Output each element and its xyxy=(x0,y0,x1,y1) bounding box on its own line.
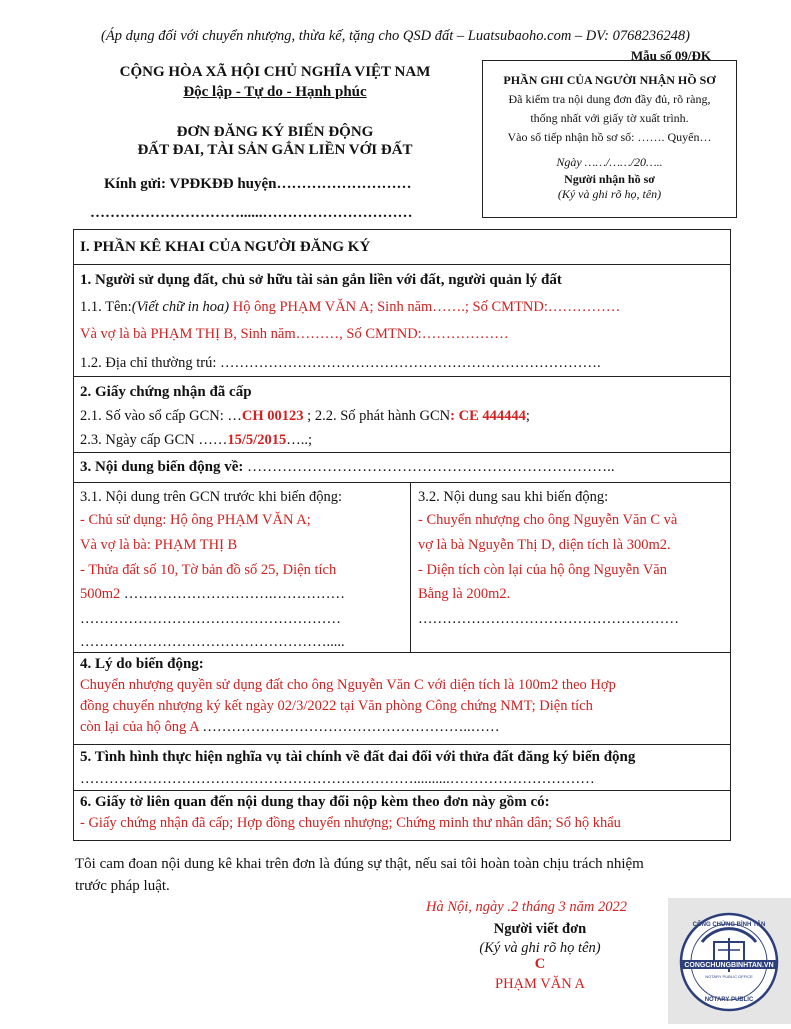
reason-line3 xyxy=(80,719,500,736)
name-hint: (Viết chữ in hoa) xyxy=(131,299,230,315)
date-year-label: năm xyxy=(565,899,598,915)
before-change-line3: - Thửa đất số 10, Tờ bản đồ số 25, Diện tích xyxy=(80,562,337,578)
divider xyxy=(74,744,730,745)
before-change-line4 xyxy=(80,586,345,603)
after-change-line5: ……………………………………………… xyxy=(418,611,679,627)
stamp-sub-text: NOTARY PUBLIC OFFICE xyxy=(705,974,753,979)
stamp-band-text: CONGCHUNGBINHTAN.VN xyxy=(684,962,774,969)
reason-line1: Chuyển nhượng quyền sử dụng đất cho ông Nguyễn Văn C với diện tích là 100m2 theo Hợp xyxy=(80,677,616,693)
cert-punct: ; xyxy=(525,408,530,424)
divider xyxy=(74,376,730,377)
certificate-number-line xyxy=(80,408,530,425)
certificate-date-line xyxy=(80,432,312,449)
writer-label: Người viết đơn xyxy=(493,921,587,937)
receiver-box-sign-note: (Ký và ghi rõ họ, tên) xyxy=(557,187,662,201)
after-change-title: 3.2. Nội dung sau khi biến động: xyxy=(418,489,609,505)
receiver-box-line3: Vào sổ tiếp nhận hồ sơ số: ……. Quyển… xyxy=(507,130,712,144)
top-note: (Áp dụng đối với chuyển nhượng, thừa kế, tặng cho QSD đất – Luatsubaoho.com – DV: 0768236248) xyxy=(101,28,690,44)
receiver-box xyxy=(482,60,737,218)
date-year: 2022 xyxy=(598,899,627,915)
section3-dots: ……………………………………………………………….. xyxy=(243,459,615,475)
before-change-line5: ……………………………………………… xyxy=(80,611,341,627)
after-change-line2: vợ là bà Nguyễn Thị D, diện tích là 300m2. xyxy=(418,537,671,553)
before-change-dots: ………………………….…………… xyxy=(120,586,346,602)
section6-heading: 6. Giấy tờ liên quan đến nội dung thay đổi nộp kèm theo đơn này gồm có: xyxy=(80,794,550,810)
divider xyxy=(74,452,730,453)
signer-name: PHẠM VĂN A xyxy=(495,976,585,992)
after-change-line1: - Chuyển nhượng cho ông Nguyễn Văn C và xyxy=(418,512,678,528)
form-number: Mẫu số 09/ĐK xyxy=(630,48,711,63)
section1-heading: 1. Người sử dụng đất, chủ sở hữu tài sản gắn liền với đất, người quản lý đất xyxy=(80,272,562,288)
cert-issue-label: ; 2.2. Số phát hành GCN xyxy=(303,408,451,424)
national-motto: Độc lập - Tự do - Hạnh phúc xyxy=(183,84,367,100)
divider xyxy=(74,482,730,483)
cert-date-value: 15/5/2015 xyxy=(227,432,287,448)
form-title-line1: ĐƠN ĐĂNG KÝ BIẾN ĐỘNG xyxy=(176,124,374,140)
commitment-line1: Tôi cam đoan nội dung kê khai trên đơn là đúng sự thật, nếu sai tôi hoàn toàn chịu trách nhiệm xyxy=(75,856,644,872)
attachments-line: - Giấy chứng nhận đã cấp; Hợp đồng chuyển nhượng; Chứng minh thư nhân dân; Sổ hộ khẩu xyxy=(80,815,621,831)
section5-heading: 5. Tình hình thực hiện nghĩa vụ tài chính về đất đai đối với thửa đất đăng ký biến động xyxy=(80,749,636,765)
form-title-line2: ĐẤT ĐAI, TÀI SẢN GẮN LIỀN VỚI ĐẤT xyxy=(137,142,413,158)
date-prefix: Hà Nội, ngày . xyxy=(426,899,511,915)
stamp-top-text: CÔNG CHỨNG BÌNH TÂN xyxy=(692,922,766,928)
divider xyxy=(74,790,730,791)
name-line xyxy=(80,299,620,316)
before-change-line2: Và vợ là bà: PHẠM THỊ B xyxy=(80,537,238,553)
recipient-line: Kính gửi: VPĐKĐĐ huyện……………………… xyxy=(104,176,412,192)
section3-heading-line xyxy=(80,459,615,476)
section5-dots: ……………………………………………………………..........………………………… xyxy=(80,771,595,787)
date-day: 2 xyxy=(510,899,519,915)
divider xyxy=(74,264,730,265)
section2-heading: 2. Giấy chứng nhận đã cấp xyxy=(80,384,252,400)
divider xyxy=(74,652,730,653)
stamp-bottom-text: NOTARY PUBLIC xyxy=(704,997,754,1003)
reason-line2: đồng chuyển nhượng ký kết ngày 02/3/2022 tại Văn phòng Công chứng NMT; Diện tích xyxy=(80,698,593,714)
receiver-box-title: PHẦN GHI CỦA NGƯỜI NHẬN HỒ SƠ xyxy=(503,73,716,87)
section3-heading: 3. Nội dung biến động về: xyxy=(80,459,244,475)
cert-date-label: 2.3. Ngày cấp GCN …… xyxy=(80,432,228,448)
before-change-title: 3.1. Nội dung trên GCN trước khi biến động: xyxy=(80,489,342,505)
cert-book-label: 2.1. Số vào sổ cấp GCN: … xyxy=(80,408,242,424)
reason-dots: ………………………………………………..…… xyxy=(198,719,500,735)
name-label: 1.1. Tên: xyxy=(80,299,132,315)
nation-name: CỘNG HÒA XÃ HỘI CHỦ NGHĨA VIỆT NAM xyxy=(119,64,431,80)
spouse-line: Và vợ là bà PHẠM THỊ B, Sinh năm………, Số CMTND:……………… xyxy=(80,326,509,342)
cert-date-dots: …..; xyxy=(286,432,312,448)
before-change-line1: - Chủ sử dụng: Hộ ông PHẠM VĂN A; xyxy=(80,512,311,528)
date-month: 3 xyxy=(558,899,566,915)
signature-mark: C xyxy=(534,956,546,972)
cert-issue-number: : CE 444444 xyxy=(450,408,526,424)
before-change-area: 500m2 xyxy=(80,586,121,602)
notary-stamp-logo xyxy=(668,898,791,1024)
notary-seal-icon xyxy=(668,898,791,1024)
cert-book-number: CH 00123 xyxy=(241,408,304,424)
reason-remaining: còn lại của hộ ông A xyxy=(80,719,199,735)
before-change-line6: ……………………………………………..... xyxy=(80,634,345,650)
writer-sign-note: (Ký và ghi rõ họ tên) xyxy=(479,940,601,956)
after-change-line3: - Diện tích còn lại của hộ ông Nguyễn Văn xyxy=(418,562,667,578)
date-month-label: tháng xyxy=(518,899,559,915)
column-divider xyxy=(410,482,411,652)
commitment-line2: trước pháp luật. xyxy=(75,878,170,894)
after-change-line4: Bằng là 200m2. xyxy=(418,586,511,602)
receiver-box-line2: thống nhất với giấy tờ xuất trình. xyxy=(530,111,689,125)
receiver-box-receiver: Người nhận hồ sơ xyxy=(564,172,655,186)
receiver-box-line1: Đã kiểm tra nội dung đơn đầy đủ, rõ ràng, xyxy=(508,92,711,106)
name-value: Hộ ông PHẠM VĂN A; Sinh năm…….; Số CMTND:…………… xyxy=(229,299,621,315)
receiver-box-date: Ngày ……/……/20….. xyxy=(556,155,663,169)
address-line: 1.2. Địa chỉ thường trú: ……………………………………………………………………. xyxy=(80,355,601,371)
section4-heading: 4. Lý do biến động: xyxy=(80,656,204,672)
recipient-line2: …………………………......………………………… xyxy=(90,205,413,221)
section-i-heading: I. PHẦN KÊ KHAI CỦA NGƯỜI ĐĂNG KÝ xyxy=(80,239,371,255)
signing-date xyxy=(426,899,627,916)
